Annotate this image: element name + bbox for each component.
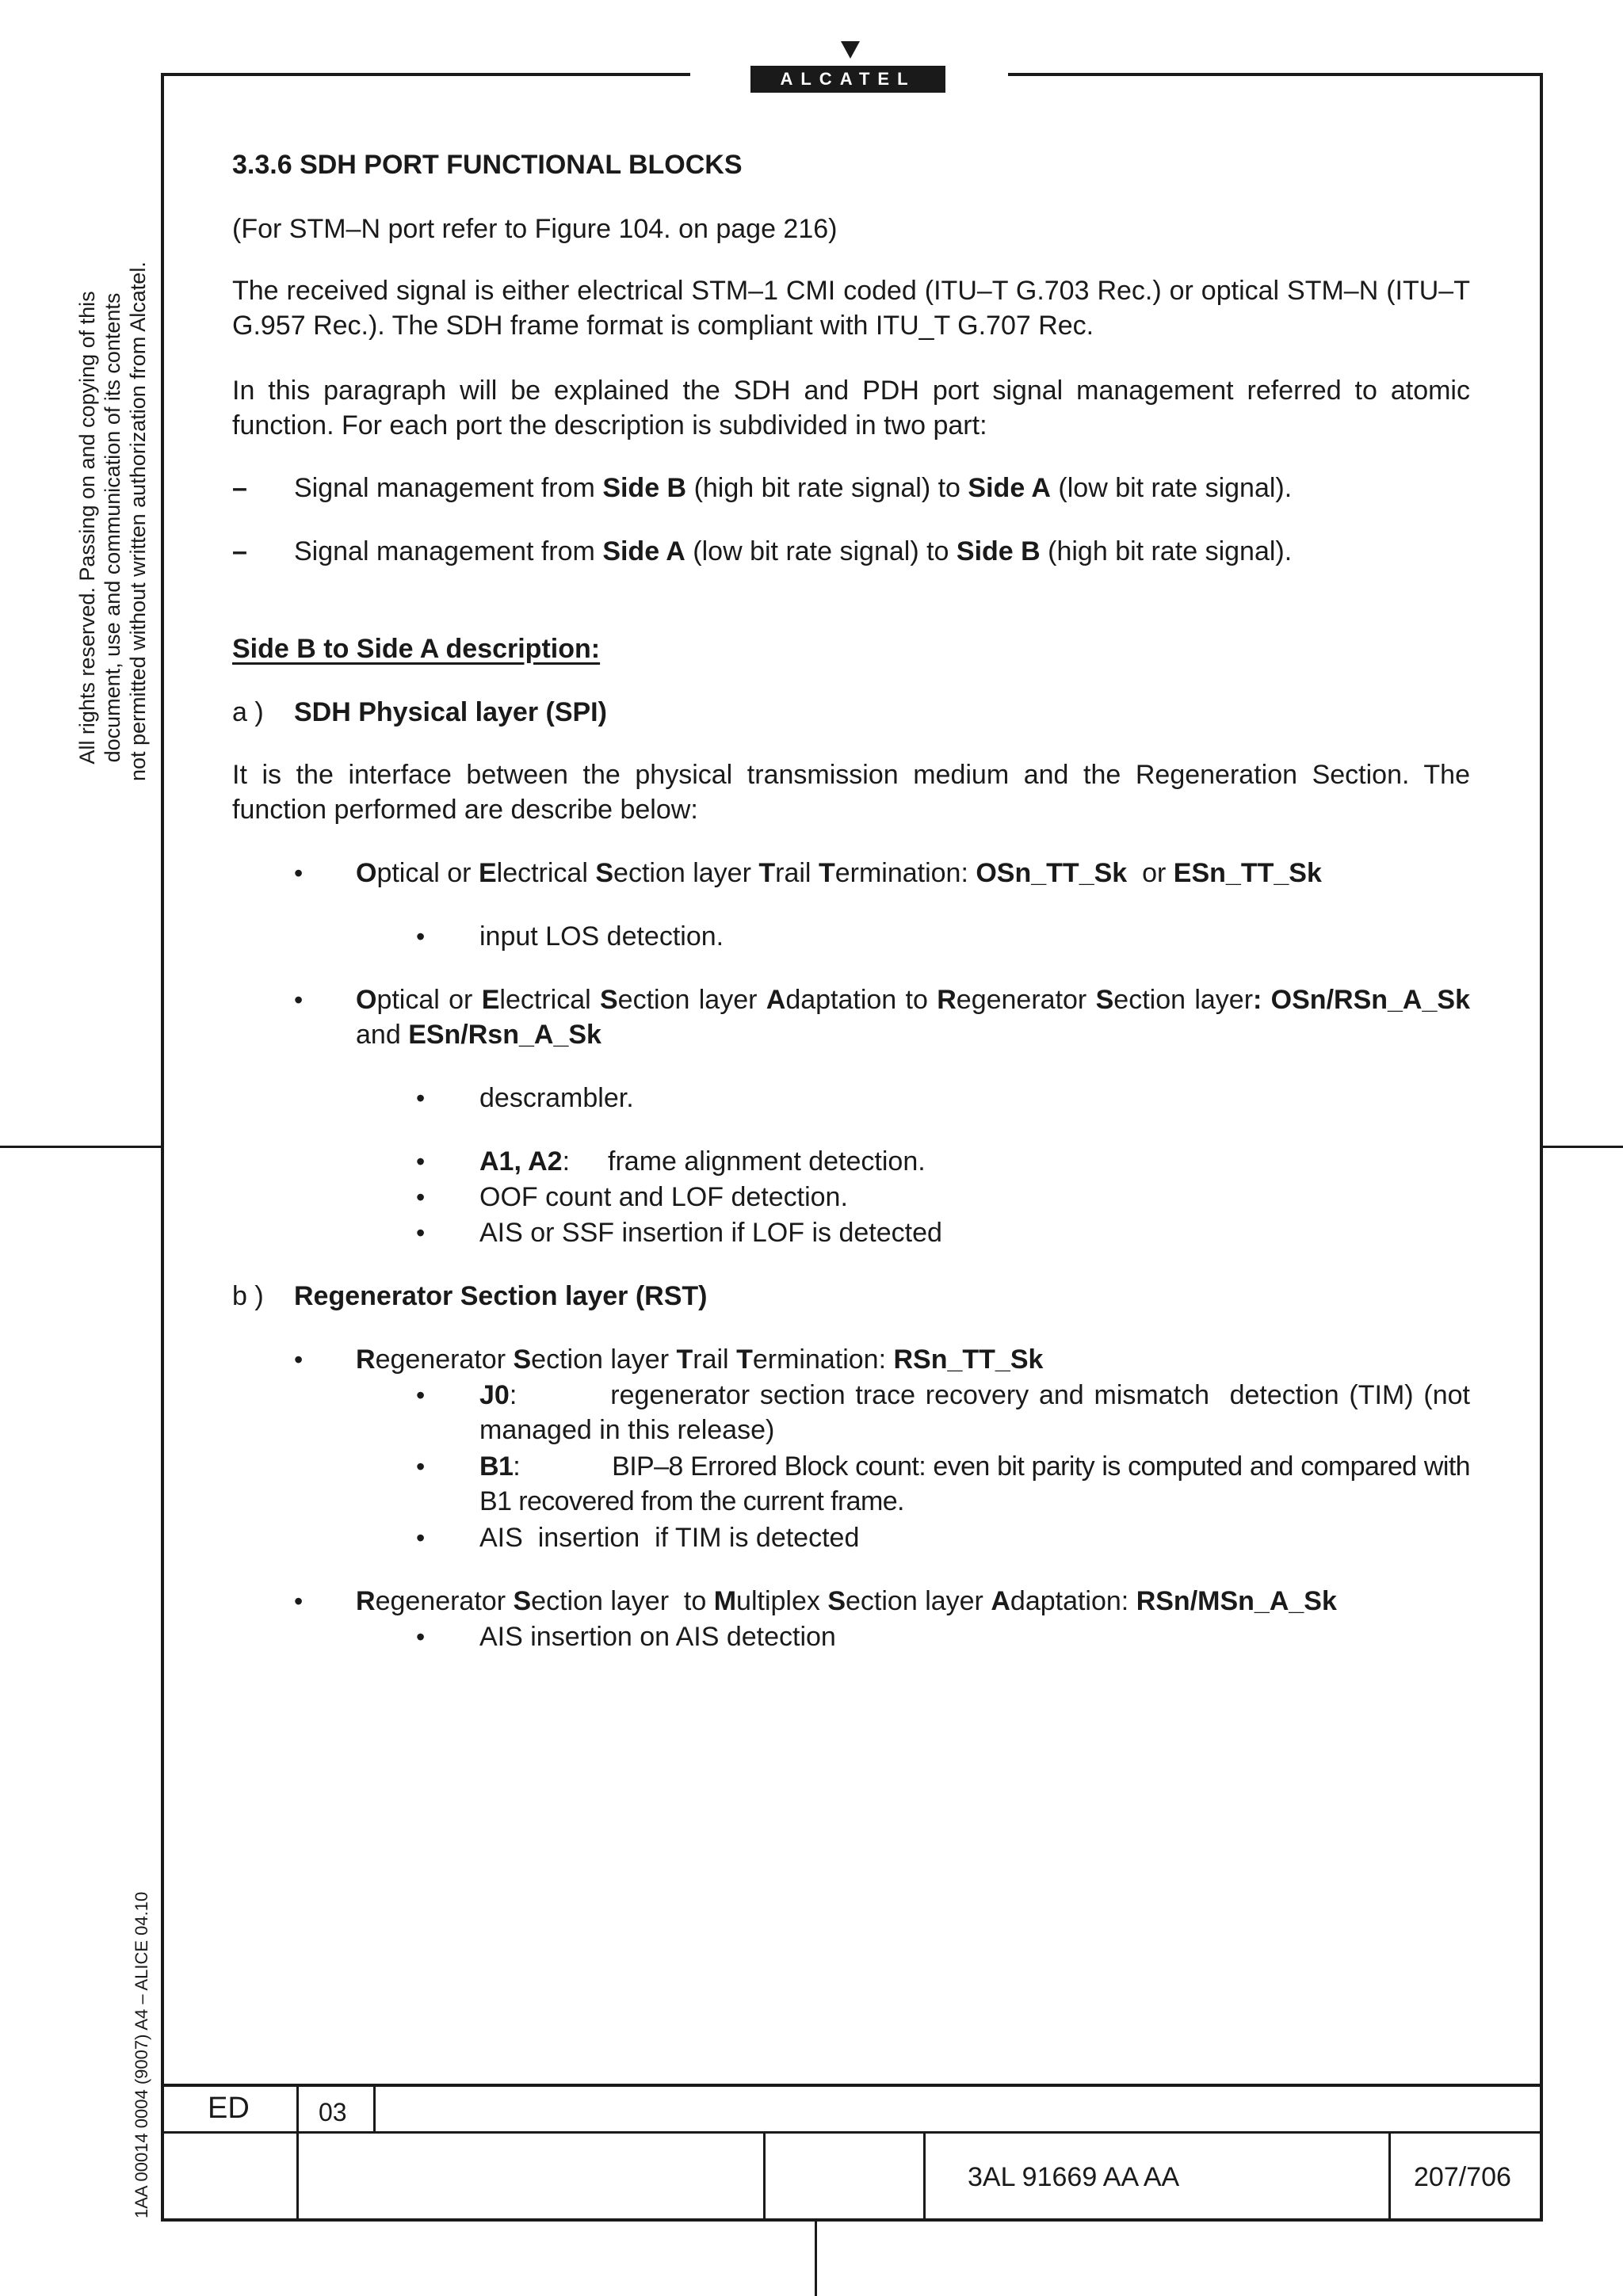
figure-reference: (For STM–N port refer to Figure 104. on page 216) (232, 214, 838, 244)
footer-divider (763, 2131, 766, 2222)
footer-divider (296, 2084, 299, 2222)
form-code: 1AA 00014 0004 (9007) A4 – ALICE 04.10 (132, 1891, 151, 2218)
footer-stem (815, 2222, 817, 2296)
rights-notice: All rights reserved. Passing on and copying of this document, use and communication of its contents not permitted without written authorization from Alcatel. (75, 261, 150, 781)
footer-line-top (161, 2084, 1543, 2087)
frame-top-left (161, 73, 690, 76)
intro-paragraph-1: The received signal is either electrical STM–1 CMI coded (ITU–T G.703 Rec.) or optical STM–N (ITU–T G.957 Rec.). The SDH frame format is compliant with ITU_T G.707 Rec. (232, 276, 1470, 341)
fold-mark-left (0, 1146, 161, 1148)
footer-divider (373, 2084, 376, 2133)
footer-divider (923, 2131, 926, 2222)
item-a-paragraph: It is the interface between the physical transmission medium and the Regeneration Section. The function performed are describe below: (232, 760, 1470, 825)
edition-label: ED (208, 2092, 250, 2125)
logo-triangle (841, 41, 860, 59)
subheading-side-b-to-a: Side B to Side A description: (232, 634, 601, 664)
document-code: 3AL 91669 AA AA (968, 2162, 1180, 2192)
footer-line-mid (161, 2131, 1543, 2134)
footer-divider (1388, 2131, 1391, 2222)
frame-left (161, 73, 164, 2222)
intro-paragraph-2: In this paragraph will be explained the SDH and PDH port signal management referred to atomic function. For each port the description is subdivided in two part: (232, 376, 1470, 441)
section-heading: 3.3.6 SDH PORT FUNCTIONAL BLOCKS (232, 150, 743, 180)
alcatel-logo: ALCATEL (750, 66, 945, 93)
frame-top-right (1008, 73, 1543, 76)
fold-mark-right (1543, 1146, 1623, 1148)
page-number: 207/706 (1414, 2162, 1511, 2192)
footer-line-bottom (161, 2218, 1543, 2222)
edition-value: 03 (319, 2098, 347, 2126)
